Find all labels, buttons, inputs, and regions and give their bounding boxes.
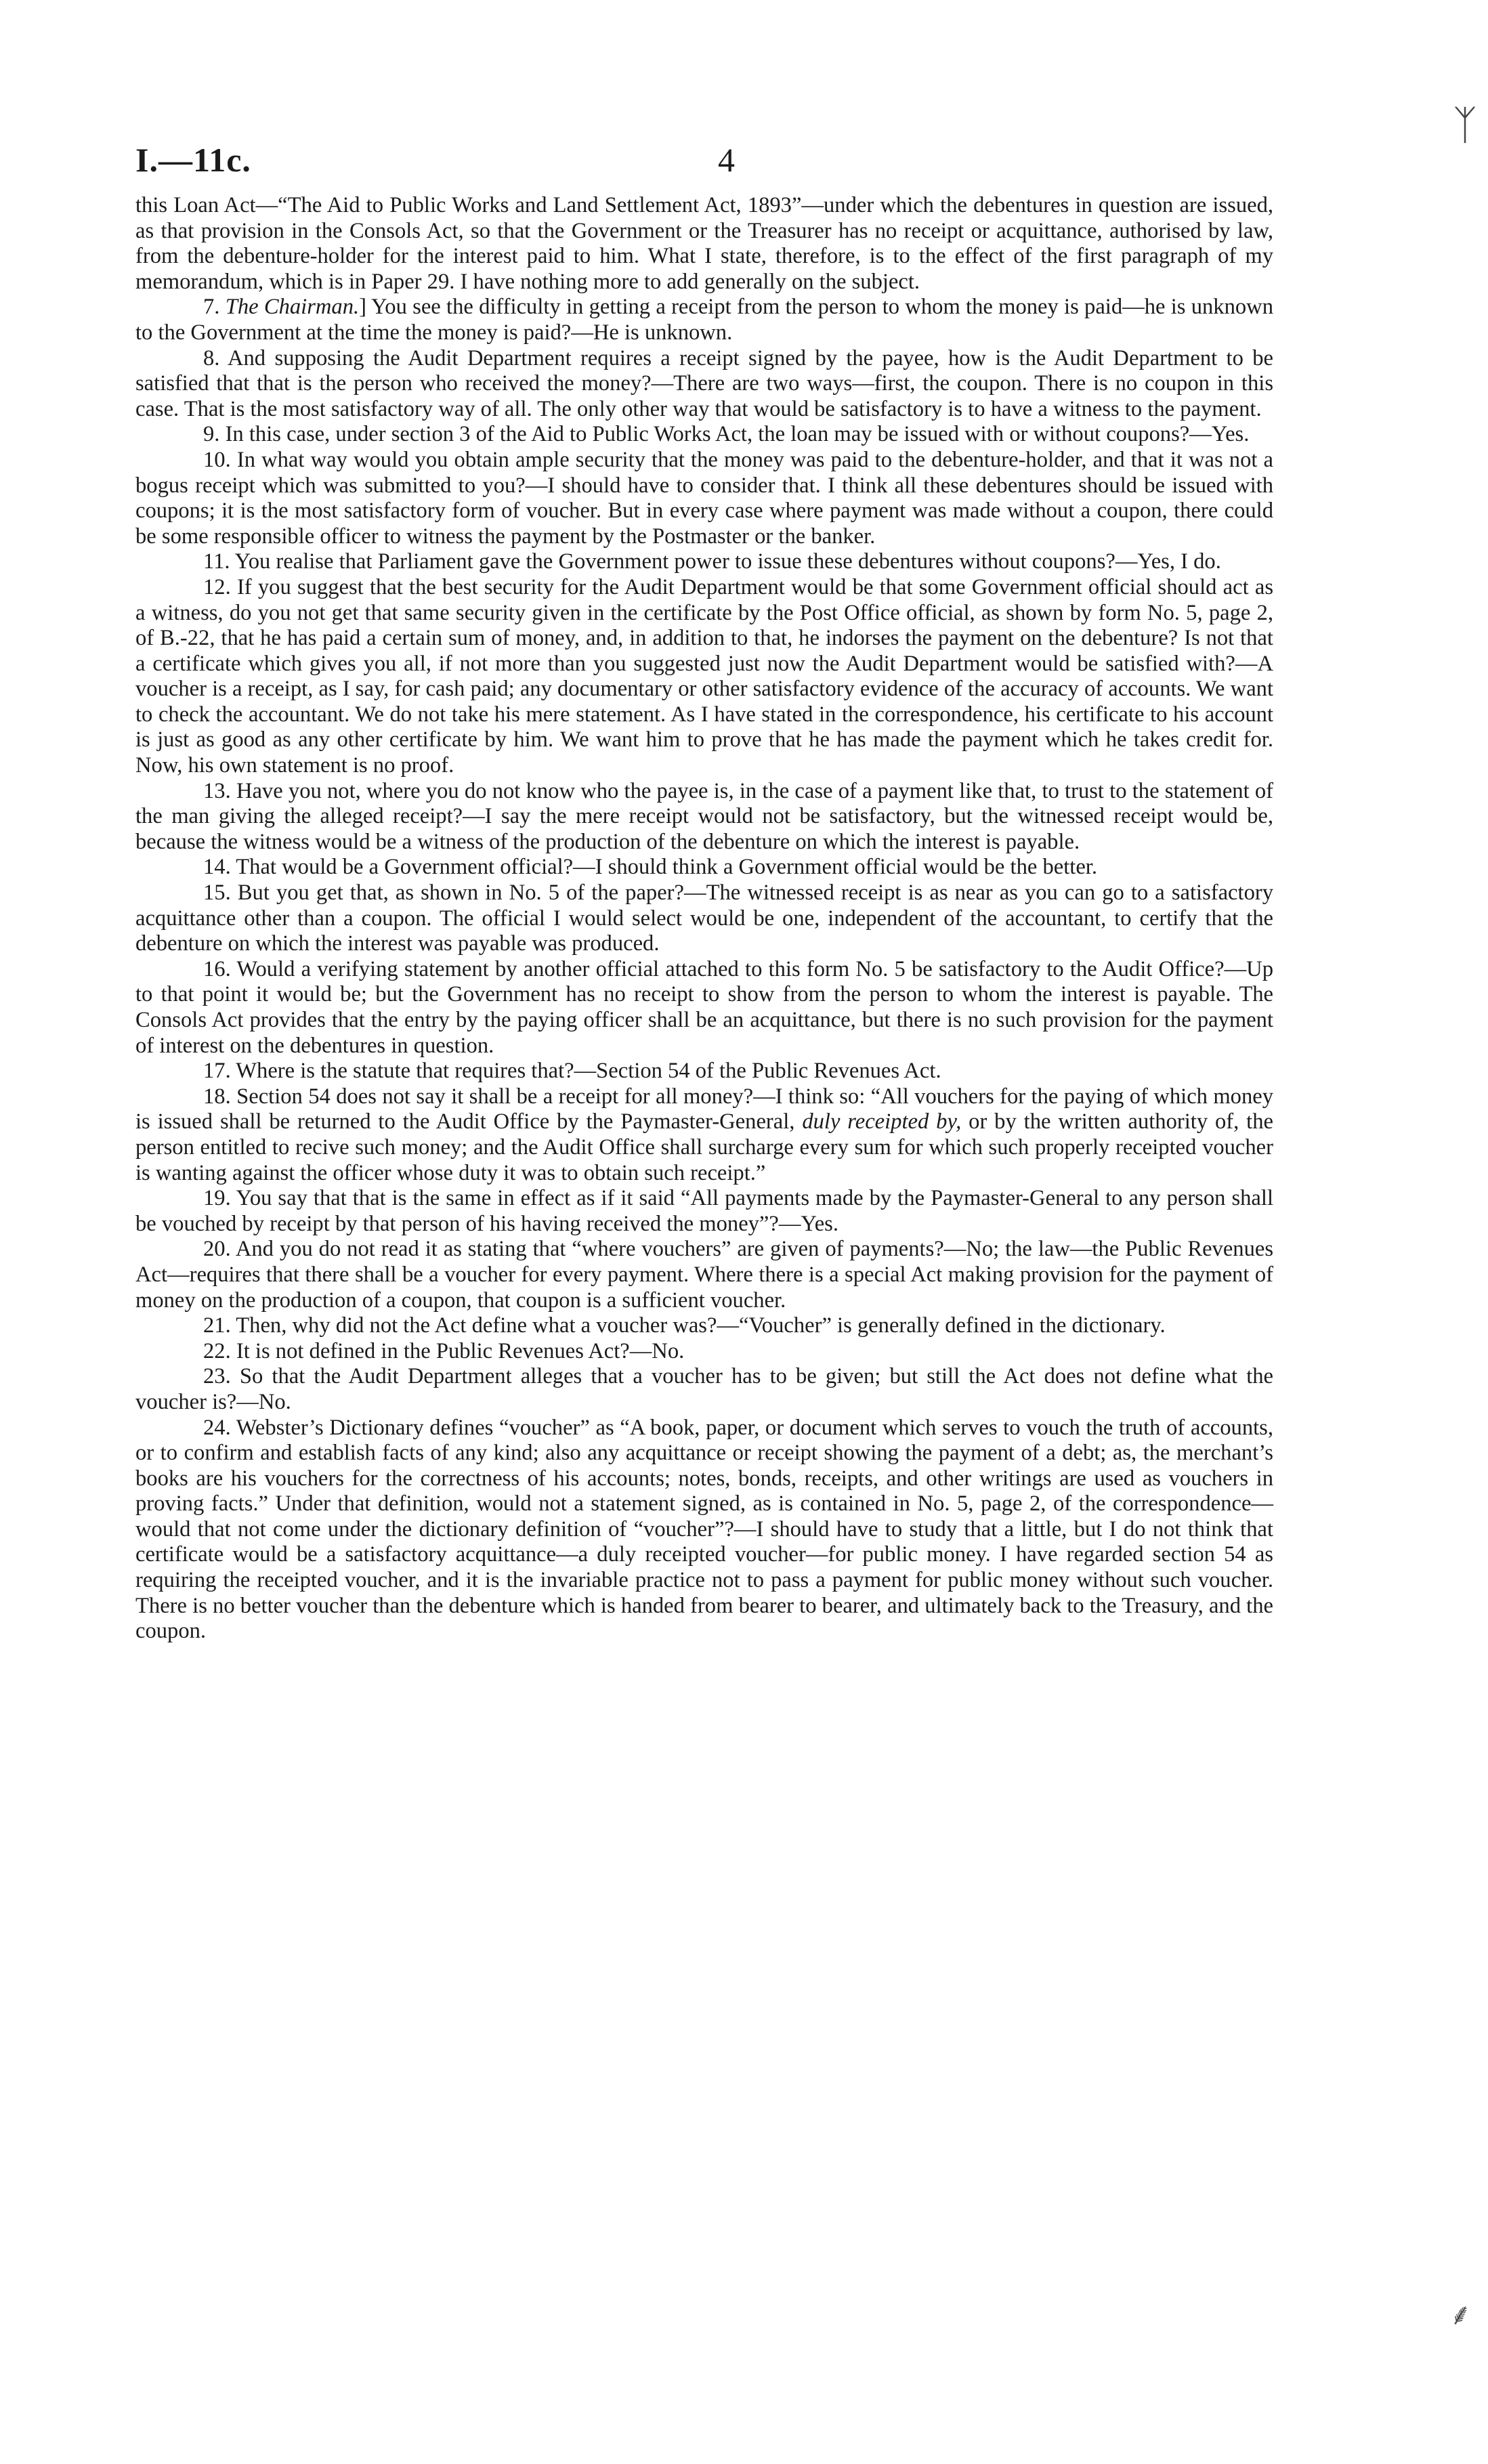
body-text	[135, 193, 1273, 1644]
paragraph-9: 9. In this case, under section 3 of the Aid to Public Works Act, the loan may be issued with or without coupons?—Yes.	[203, 422, 1250, 447]
paragraph-15: 15. But you get that, as shown in No. 5 of the paper?—The witnessed receipt is as near as you can go to a satisfactory acquittance other than a coupon. The official I would select would be one, independent of the accountant, to certify that the debenture on which the interest was payable was produced.	[135, 880, 1273, 956]
paragraph-10: 10. In what way would you obtain ample security that the money was paid to the debenture-holder, and that it was not a bogus receipt which was submitted to you?—I should have to consider that. I think all these debentures should be issued with coupons; it is the most satisfactory form of voucher. But in every case where payment was made without a coupon, there could be some responsible officer to witness the payment by the Postmaster or the banker.	[135, 447, 1273, 549]
paragraph-7	[135, 295, 1273, 345]
paragraph-13: 13. Have you not, where you do not know who the payee is, in the case of a payment like that, to trust to the statement of the man giving the alleged receipt?—I say the mere receipt would not be satisfactory, but the witnessed receipt would be, because the witness would be a witness of the production of the debenture on which the interest is payable.	[135, 778, 1273, 854]
paragraph-18-emphasis: duly receipted by,	[802, 1109, 962, 1134]
paragraph-7-text: ] You see the difficulty in getting a receipt from the person to whom the money is paid—he is unknown to the Government at the time the money is paid?—He is unknown.	[135, 295, 1273, 345]
paragraph-7-number: 7.	[203, 295, 220, 320]
paragraph-21: 21. Then, why did not the Act define what a voucher was?—“Voucher” is generally defined in the dictionary.	[203, 1313, 1166, 1338]
paragraph-7-speaker: The Chairman.	[225, 295, 360, 320]
paragraph-12: 12. If you suggest that the best security for the Audit Department would be that some Government official should act as a witness, do you not get that same security given in the certificate by the Post Office official, as shown by form No. 5, page 2, of B.-22, that he has paid a certain sum of money, and, in addition to that, he indorses the payment on the debenture? Is not that a certificate which gives you all, if not more than you suggested just now the Audit Department would be satisfied with?—A voucher is a receipt, as I say, for cash paid; any documentary or other satisfactory evidence of the accuracy of accounts. We want to check the accountant. We do not take his mere statement. As I have stated in the correspondence, his certificate to his account is just as good as any other certificate by him. We want him to prove that he has made the payment which he takes credit for. Now, his own statement is no proof.	[135, 574, 1273, 778]
margin-mark-bottom: ⸙	[1449, 2297, 1472, 2332]
paragraph-18-text-after: or by the written authority of, the person entitled to recive such money; and the Audit Office shall surcharge every sum for which such properly receipted voucher is wanting against the officer whose duty it was to obtain such receipt.”	[135, 1109, 1273, 1185]
paragraph-14: 14. That would be a Government official?—I should think a Government official would be the better.	[203, 855, 1097, 880]
page-number: 4	[718, 141, 735, 179]
paragraph-18	[135, 1084, 1273, 1186]
margin-mark-top: ᛉ	[1453, 102, 1477, 149]
document-page	[135, 132, 1273, 1644]
page-header	[135, 132, 1273, 193]
paragraph-23: 23. So that the Audit Department alleges that a voucher has to be given; but still the Act does not define what the voucher is?—No.	[135, 1364, 1273, 1414]
paragraph-11: 11. You realise that Parliament gave the Government power to issue these debentures without coupons?—Yes, I do.	[203, 549, 1221, 574]
paragraph-16: 16. Would a verifying statement by another official attached to this form No. 5 be satisfactory to the Audit Office?—Up to that point it would be; but the Government has no receipt to show from the person to whom the interest is payable. The Consols Act provides that the entry by the paying officer shall be an acquittance, but there is no such provision for the payment of interest on the debentures in question.	[135, 956, 1273, 1058]
paragraph-continuation: this Loan Act—“The Aid to Public Works and Land Settlement Act, 1893”—under which the debentures in question are issued, as that provision in the Consols Act, so that the Government or the Treasurer has no receipt or acquittance, authorised by law, from the debenture-holder for the interest paid to him. What I state, therefore, is to the effect of the first paragraph of my memorandum, which is in Paper 29. I have nothing more to add generally on the subject.	[135, 193, 1273, 294]
paragraph-22: 22. It is not defined in the Public Revenues Act?—No.	[203, 1338, 685, 1363]
paragraph-19: 19. You say that that is the same in effect as if it said “All payments made by the Paymaster-General to any person shall be vouched by receipt by that person of his having received the money”?—Yes.	[135, 1186, 1273, 1236]
document-reference: I.—11c.	[135, 141, 251, 179]
paragraph-18-text-before: 18. Section 54 does not say it shall be a receipt for all money?—I think so: “All vouchers for the paying of which money is issued shall be returned to the Audit Office by the Paymaster-General,	[135, 1084, 1273, 1134]
paragraph-17: 17. Where is the statute that requires that?—Section 54 of the Public Revenues Act.	[203, 1059, 941, 1084]
paragraph-24: 24. Webster’s Dictionary defines “voucher” as “A book, paper, or document which serves to vouch the truth of accounts, or to confirm and establish facts of any kind; also any acquittance or receipt showing the payment of a debt; as, the merchant’s books are his vouchers for the correctness of his accounts; notes, bonds, receipts, and other writings are used as vouchers in proving facts.” Under that definition, would not a statement signed, as is contained in No. 5, page 2, of the correspondence—would that not come under the dictionary definition of “voucher”?—I should have to study that a little, but I do not think that certificate would be a satisfactory acquittance—a duly receipted voucher—for public money. I have regarded section 54 as requiring the receipted voucher, and it is the invariable practice not to pass a payment for public money without such voucher. There is no better voucher than the debenture which is handed from bearer to bearer, and ultimately back to the Treasury, and the coupon.	[135, 1415, 1273, 1644]
paragraph-8: 8. And supposing the Audit Department requires a receipt signed by the payee, how is the Audit Department to be satisfied that that is the person who received the money?—There are two ways—first, the coupon. There is no coupon in this case. That is the most satisfactory way of all. The only other way that would be satisfactory is to have a witness to the payment.	[135, 345, 1273, 421]
paragraph-20: 20. And you do not read it as stating that “where vouchers” are given of payments?—No; the law—the Public Revenues Act—requires that there shall be a voucher for every payment. Where there is a special Act making provision for the payment of money on the production of a coupon, that coupon is a sufficient voucher.	[135, 1237, 1273, 1313]
